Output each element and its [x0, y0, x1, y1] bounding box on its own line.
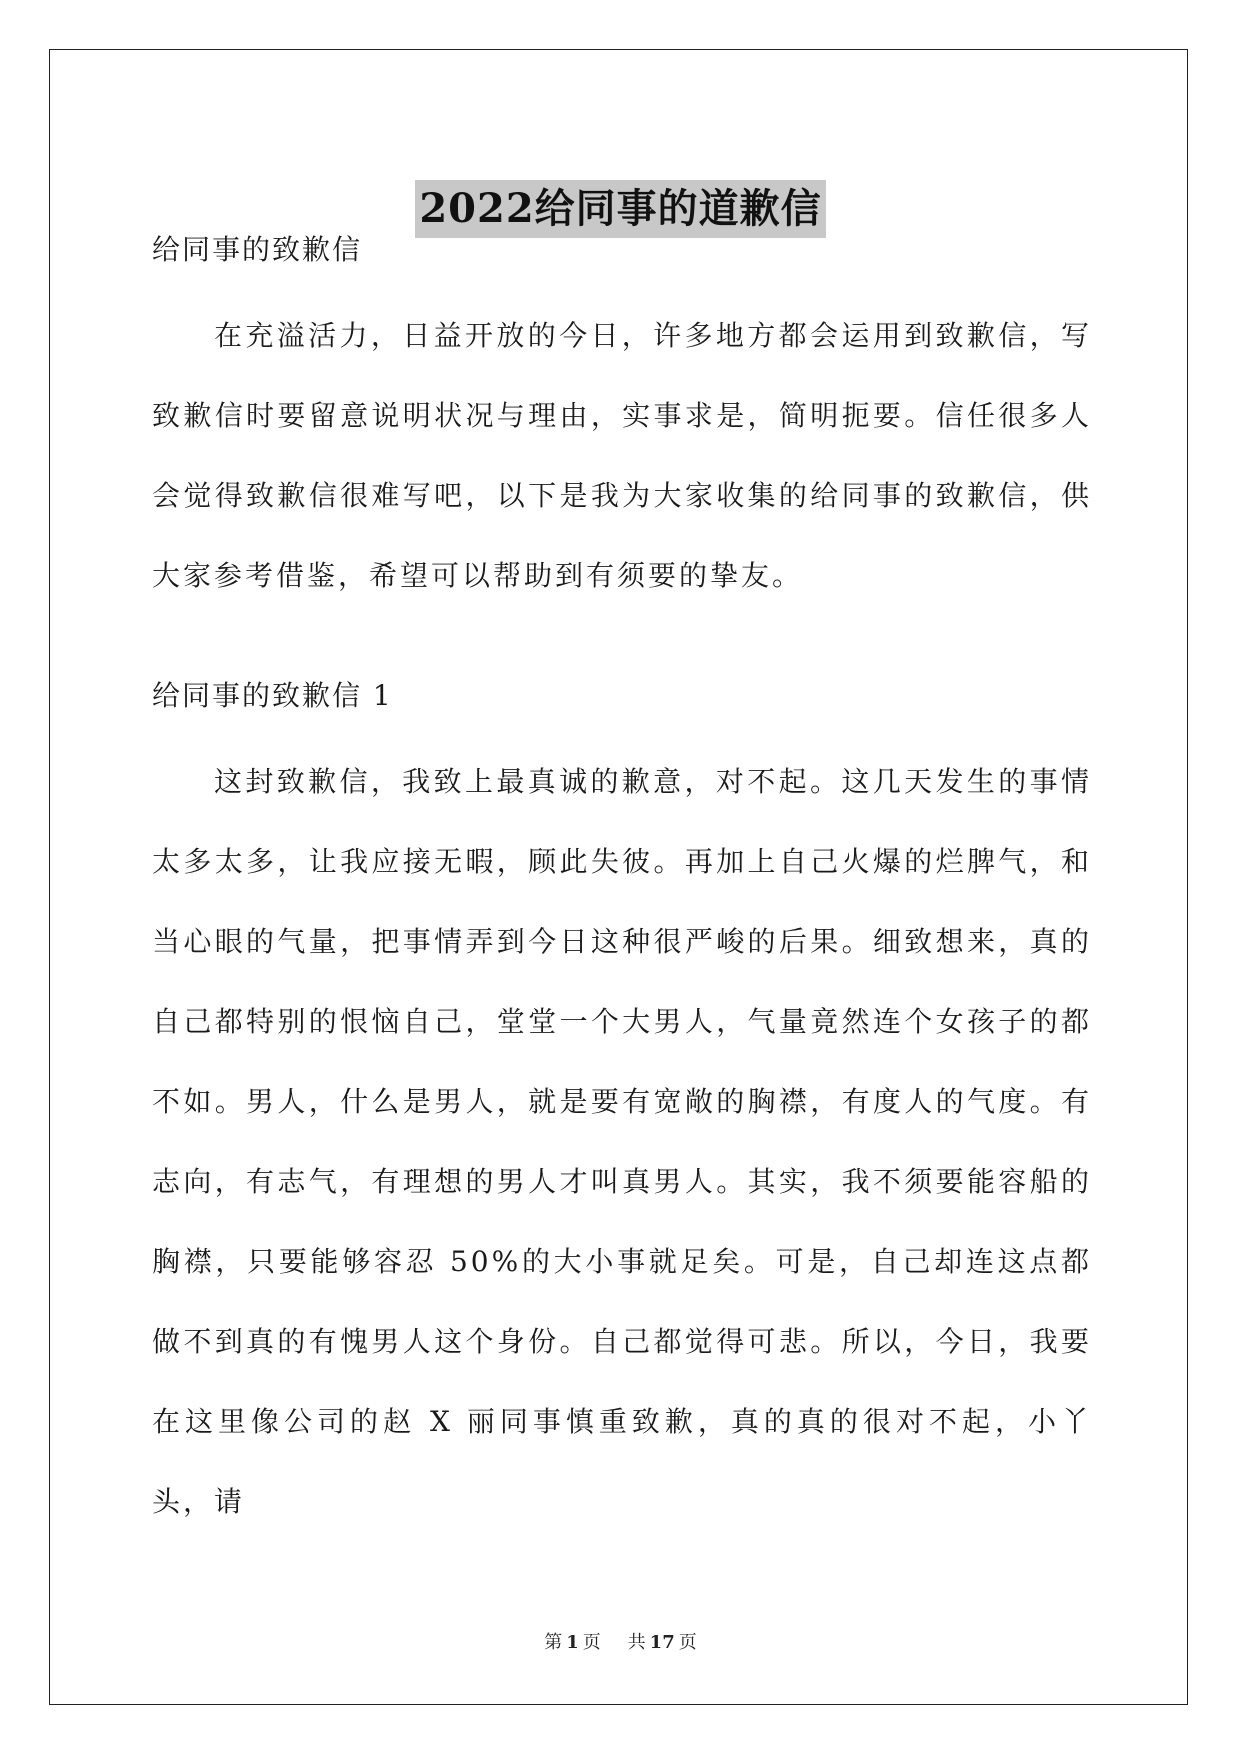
section1-paragraph: 这封致歉信，我致上最真诚的歉意，对不起。这几天发生的事情太多太多，让我应接无暇，顾此失彼。再加上自己火爆的烂脾气，和当心眼的气量，把事情弄到今日这种很严峻的后果。细致想来，真的自己都特别的恨恼自己，堂堂一个大男人，气量竟然连个女孩子的都不如。男人，什么是男人，就是要有宽敞的胸襟，有度人的气度。有志向，有志气，有理想的男人才叫真男人。其实，我不须要能容船的胸襟，只要能够容忍 50%的大小事就足矣。可是，自己却连这点都做不到真的有愧男人这个身份。自己都觉得可悲。所以，今日，我要在这里像公司的赵 X 丽同事慎重致歉，真的真的很对不起，小丫头，请: [152, 765, 1092, 1518]
page-footer: [0, 1628, 1241, 1654]
total-label-prefix: 共: [627, 1632, 646, 1653]
document-body: [152, 232, 1092, 1542]
page-label-prefix: 第: [544, 1632, 563, 1653]
page-total: 17: [649, 1632, 675, 1653]
document-title: 2022给同事的道歉信: [415, 180, 825, 238]
section1-heading: 给同事的致歉信 1: [152, 679, 393, 712]
page-current: 1: [566, 1632, 579, 1653]
intro-paragraph: 在充溢活力，日益开放的今日，许多地方都会运用到致歉信，写致歉信时要留意说明状况与理由，实事求是，简明扼要。信任很多人会觉得致歉信很难写吧，以下是我为大家收集的给同事的致歉信，供大家参考借鉴，希望可以帮助到有须要的挚友。: [152, 319, 1092, 592]
page-label-suffix: 页: [582, 1632, 601, 1653]
total-label-suffix: 页: [678, 1632, 697, 1653]
intro-heading: 给同事的致歉信: [152, 233, 363, 266]
